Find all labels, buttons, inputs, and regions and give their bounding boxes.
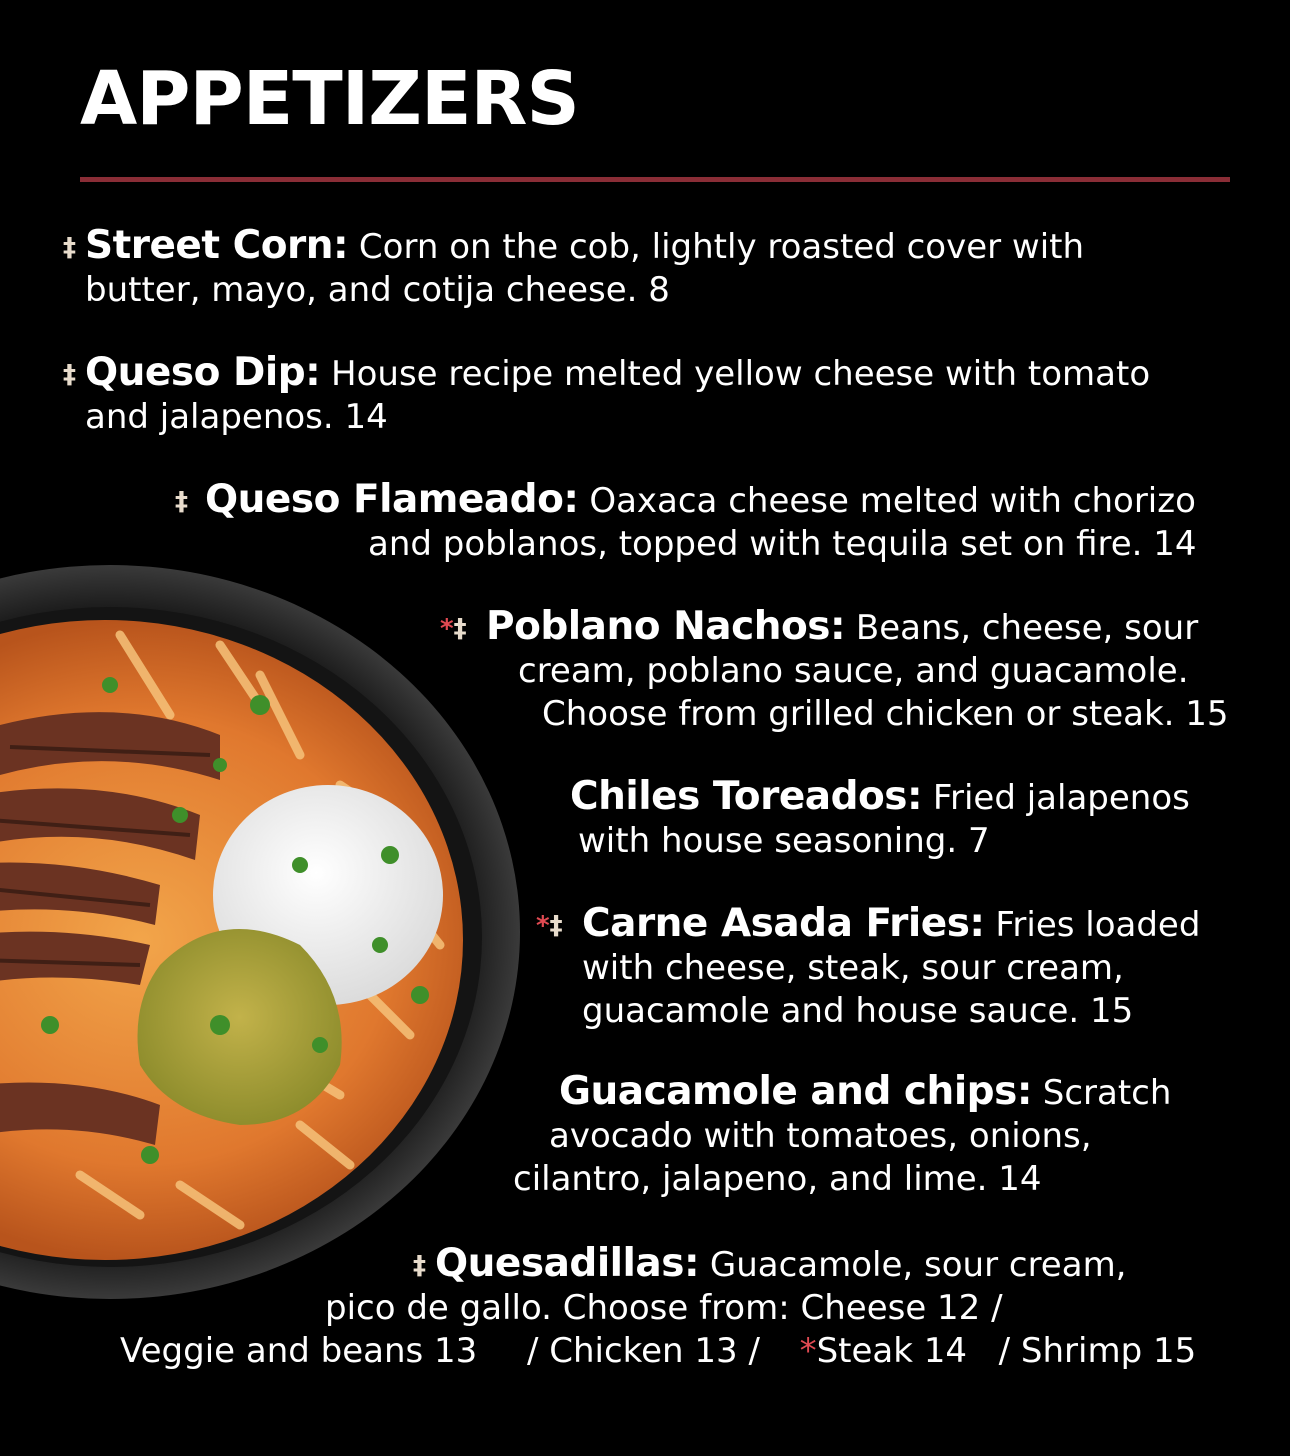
- item-description-cont: butter, mayo, and cotija cheese. 8: [85, 270, 670, 310]
- menu-item-queso-flameado: [175, 477, 1235, 566]
- item-description: Corn on the cob, lightly roasted cover with: [358, 227, 1085, 267]
- menu-item-poblano-nachos: [440, 604, 1229, 736]
- item-name: Chiles Toreados:: [570, 774, 923, 819]
- item-description: Scratch: [1042, 1073, 1172, 1113]
- gluten-free-mark: ‡: [63, 360, 76, 390]
- item-description: Fried jalapenos: [932, 778, 1190, 818]
- gluten-free-mark: ‡: [453, 614, 467, 644]
- item-description-cont: avocado with tomatoes, onions,: [549, 1116, 1092, 1156]
- item-description: Guacamole, sour cream,: [709, 1245, 1127, 1285]
- menu-section-title: APPETIZERS: [80, 56, 579, 142]
- quesadilla-options: [120, 1330, 1220, 1373]
- menu-item-quesadillas: [120, 1242, 1220, 1373]
- gluten-free-mark: ‡: [413, 1251, 426, 1281]
- item-description-cont: cream, poblano sauce, and guacamole.: [518, 651, 1189, 691]
- raw-warning-mark: *: [799, 1331, 817, 1371]
- item-name: Poblano Nachos:: [486, 604, 846, 649]
- menu-item-guacamole-chips: [513, 1070, 1228, 1201]
- item-description: Oaxaca cheese melted with chorizo: [589, 481, 1196, 521]
- gluten-free-mark: ‡: [549, 911, 563, 941]
- item-name: Guacamole and chips:: [559, 1069, 1032, 1114]
- item-description-cont: cilantro, jalapeno, and lime. 14: [513, 1159, 1042, 1199]
- menu-item-street-corn: [63, 223, 1225, 312]
- item-name: Queso Dip:: [85, 350, 321, 395]
- item-description-cont: Choose from grilled chicken or steak. 15: [542, 694, 1229, 734]
- carne-asada-fries-photo: [0, 565, 520, 1300]
- item-description-cont: with house seasoning. 7: [578, 821, 990, 861]
- option-shrimp: / Shrimp 15: [998, 1331, 1197, 1371]
- option-chicken: / Chicken 13 /: [526, 1331, 760, 1371]
- item-name: Carne Asada Fries:: [582, 901, 985, 946]
- raw-warning-mark: *: [536, 911, 550, 941]
- title-divider: [80, 177, 1230, 182]
- item-description: House recipe melted yellow cheese with tomato: [331, 354, 1151, 394]
- item-description-cont: with cheese, steak, sour cream,: [582, 948, 1124, 988]
- item-description-cont: pico de gallo. Choose from: Cheese 12 /: [325, 1288, 1003, 1328]
- item-description-cont: and jalapenos. 14: [85, 397, 388, 437]
- gluten-free-mark: ‡: [63, 233, 76, 263]
- menu-item-queso-dip: [63, 350, 1225, 439]
- raw-warning-mark: *: [440, 614, 454, 644]
- item-description-cont: guacamole and house sauce. 15: [582, 991, 1134, 1031]
- option-steak: Steak 14: [816, 1331, 967, 1371]
- item-name: Street Corn:: [85, 223, 349, 268]
- item-description: Beans, cheese, sour: [855, 608, 1199, 648]
- item-description-cont: and poblanos, topped with tequila set on fire. 14: [368, 524, 1197, 564]
- gluten-free-mark: ‡: [175, 487, 188, 517]
- item-name: Quesadillas:: [435, 1241, 700, 1286]
- menu-item-carne-asada-fries: [536, 901, 1222, 1033]
- option-veggie-beans: Veggie and beans 13: [120, 1331, 478, 1371]
- item-name: Queso Flameado:: [205, 477, 579, 522]
- menu-item-chiles-toreados: [570, 775, 1230, 863]
- item-description: Fries loaded: [995, 905, 1201, 945]
